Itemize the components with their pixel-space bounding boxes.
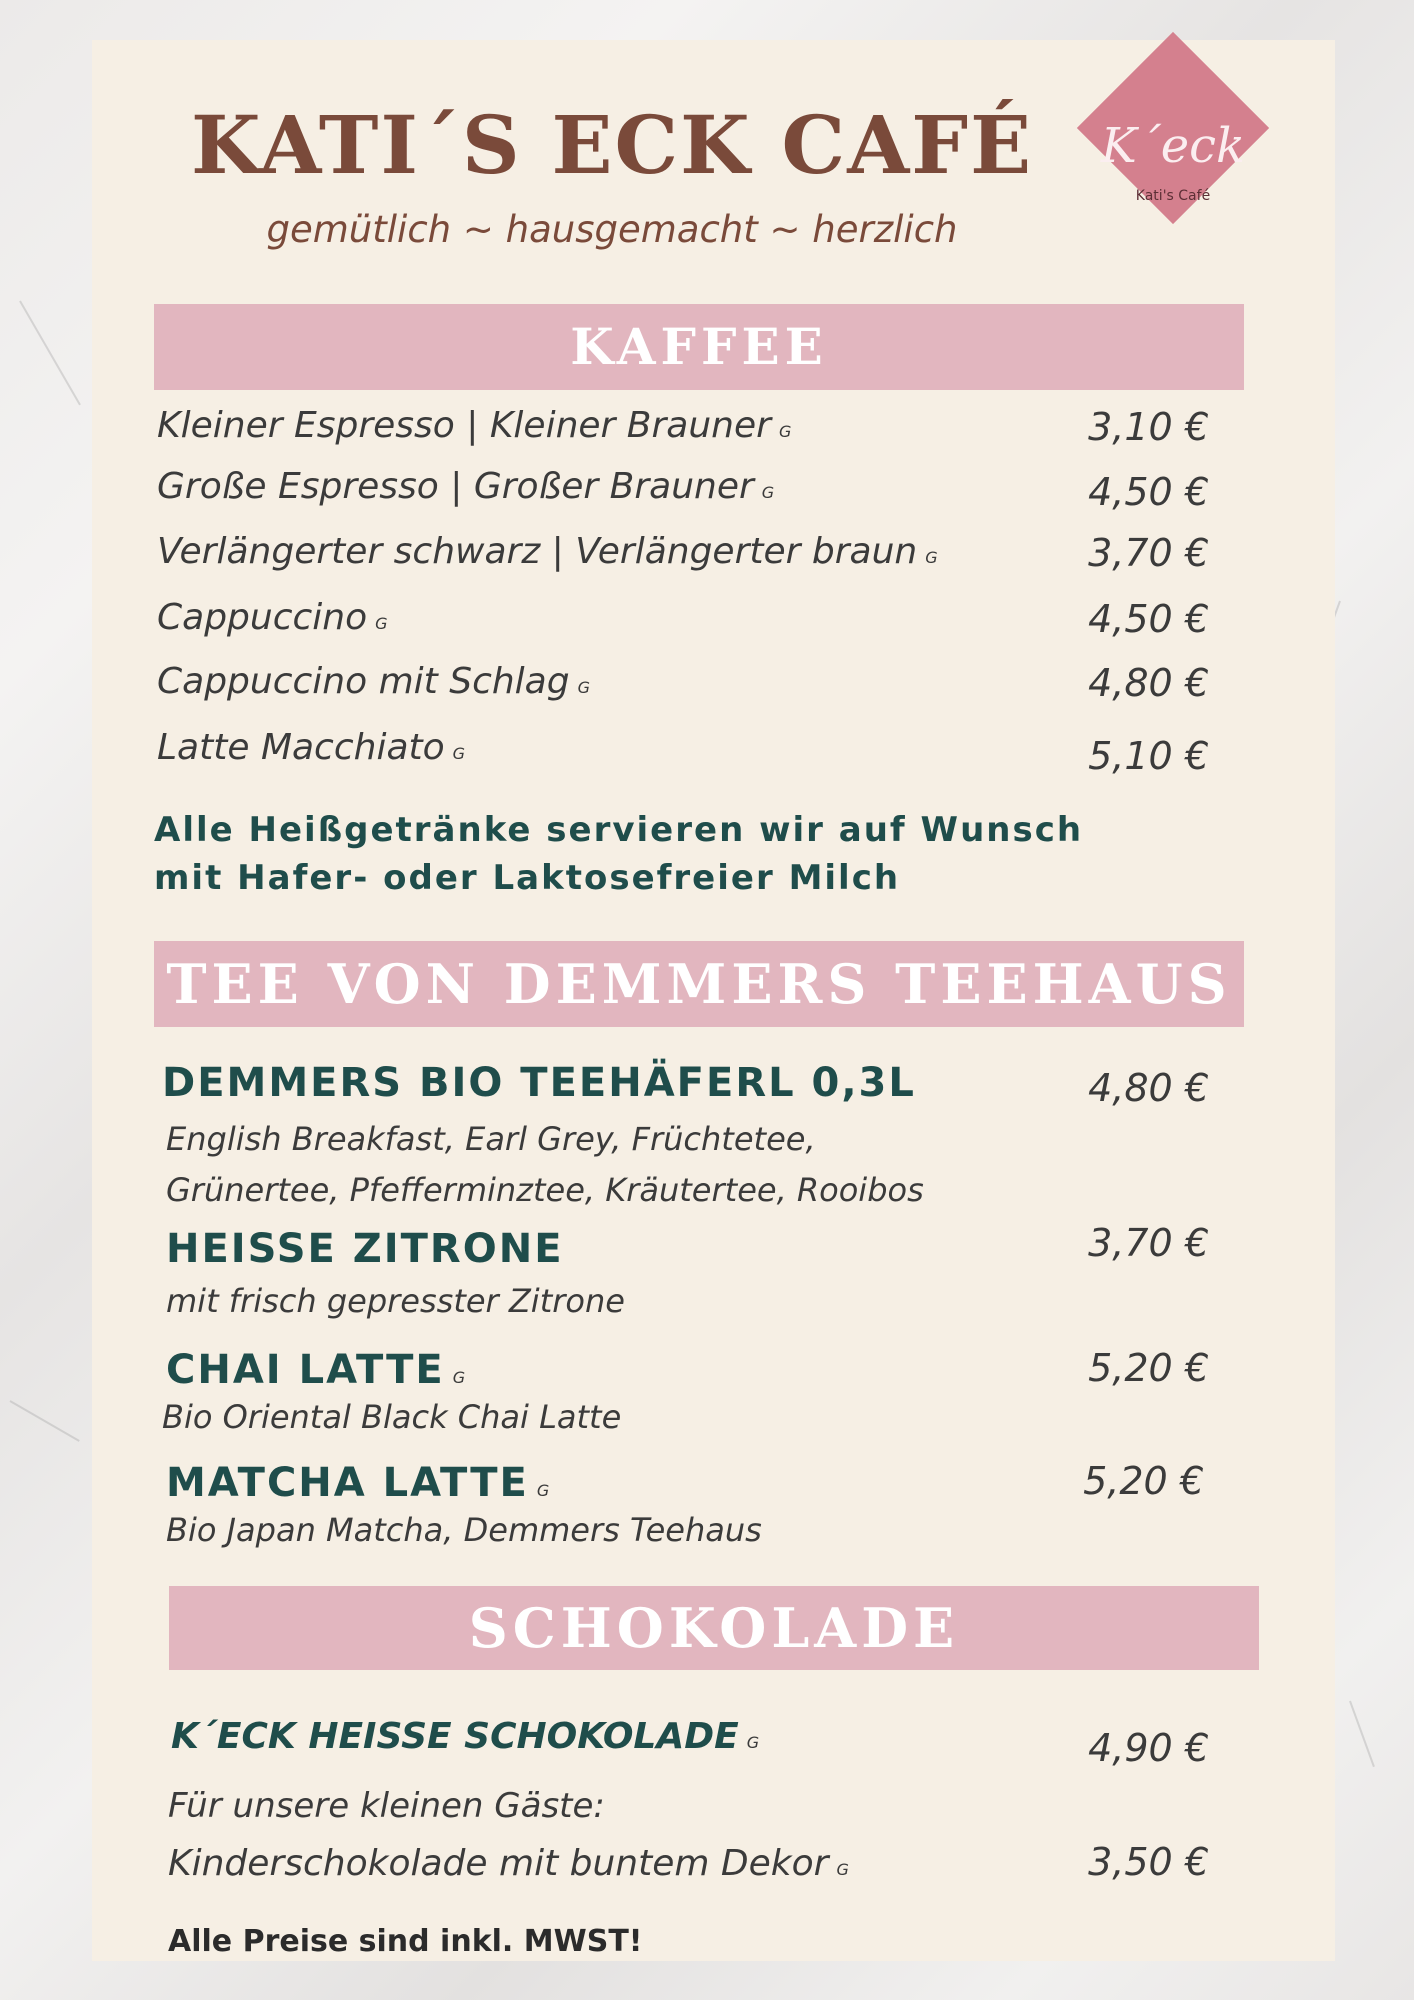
tea-description: Bio Japan Matcha, Demmers Teehaus <box>166 1511 762 1549</box>
menu-item-name: Cappuccino mit Schlag G <box>157 661 590 702</box>
menu-item-price: 4,80 € <box>1088 661 1209 705</box>
menu-item-price: 4,80 € <box>1088 1066 1209 1110</box>
menu-item-name: Große Espresso | Großer Brauner G <box>157 466 775 507</box>
chocolate-item-name: K´ECK HEISSE SCHOKOLADE G <box>171 1716 760 1757</box>
kids-intro: Für unsere kleinen Gäste: <box>168 1786 605 1826</box>
logo-subtext: Kati's Café <box>1135 188 1211 204</box>
menu-item-price: 3,10 € <box>1088 405 1209 449</box>
menu-item-price: 3,70 € <box>1088 1221 1209 1265</box>
milk-note-line2: mit Hafer- oder Laktosefreier Milch <box>154 858 901 898</box>
cafe-title: KATI´S ECK CAFÉ <box>190 98 1034 192</box>
menu-item-name: Kinderschokolade mit buntem Dekor G <box>168 1843 849 1884</box>
menu-item-price: 5,10 € <box>1088 734 1209 778</box>
logo-text: K´eck <box>1100 118 1246 174</box>
menu-item-price: 3,70 € <box>1088 531 1209 575</box>
tea-description: mit frisch gepresster Zitrone <box>166 1282 625 1320</box>
menu-card <box>92 40 1335 1961</box>
milk-note <box>154 806 1083 902</box>
milk-note-line1: Alle Heißgetränke servieren wir auf Wunsch <box>154 810 1084 850</box>
marble-vein <box>1349 1701 1375 1767</box>
menu-item-name: Verlängerter schwarz | Verlängerter braun G <box>157 531 938 572</box>
menu-item-price: 4,90 € <box>1088 1726 1209 1770</box>
menu-item-name: Latte Macchiato G <box>157 727 466 768</box>
menu-item-name: Cappuccino G <box>157 597 388 638</box>
tea-description: Bio Oriental Black Chai Latte <box>162 1398 622 1436</box>
menu-item-price: 4,50 € <box>1088 470 1209 514</box>
section-header-tee: TEE VON DEMMERS TEEHAUS <box>154 941 1244 1027</box>
menu-item-price: 3,50 € <box>1088 1840 1209 1884</box>
tagline: gemütlich ~ hausgemacht ~ herzlich <box>266 208 958 251</box>
tea-item-name: HEISSE ZITRONE <box>166 1226 564 1272</box>
marble-vein <box>19 301 81 406</box>
tea-item-name: CHAI LATTE G <box>166 1347 468 1393</box>
tea-item-name: MATCHA LATTE G <box>166 1460 552 1506</box>
tea-description: Grünertee, Pfefferminztee, Kräutertee, Rooibos <box>166 1171 924 1209</box>
footer-note: Alle Preise sind inkl. MWST! <box>168 1924 643 1959</box>
tea-item-name: DEMMERS BIO TEEHÄFERL 0,3L <box>162 1060 916 1106</box>
section-header-kaffee: KAFFEE <box>154 304 1244 390</box>
menu-item-price: 5,20 € <box>1088 1346 1209 1390</box>
tea-description: English Breakfast, Earl Grey, Früchtetee, <box>166 1120 816 1158</box>
menu-item-name: Kleiner Espresso | Kleiner Brauner G <box>157 405 792 446</box>
menu-item-price: 5,20 € <box>1083 1459 1204 1503</box>
menu-item-price: 4,50 € <box>1088 597 1209 641</box>
section-header-schokolade: SCHOKOLADE <box>169 1586 1259 1670</box>
marble-vein <box>10 1400 80 1442</box>
